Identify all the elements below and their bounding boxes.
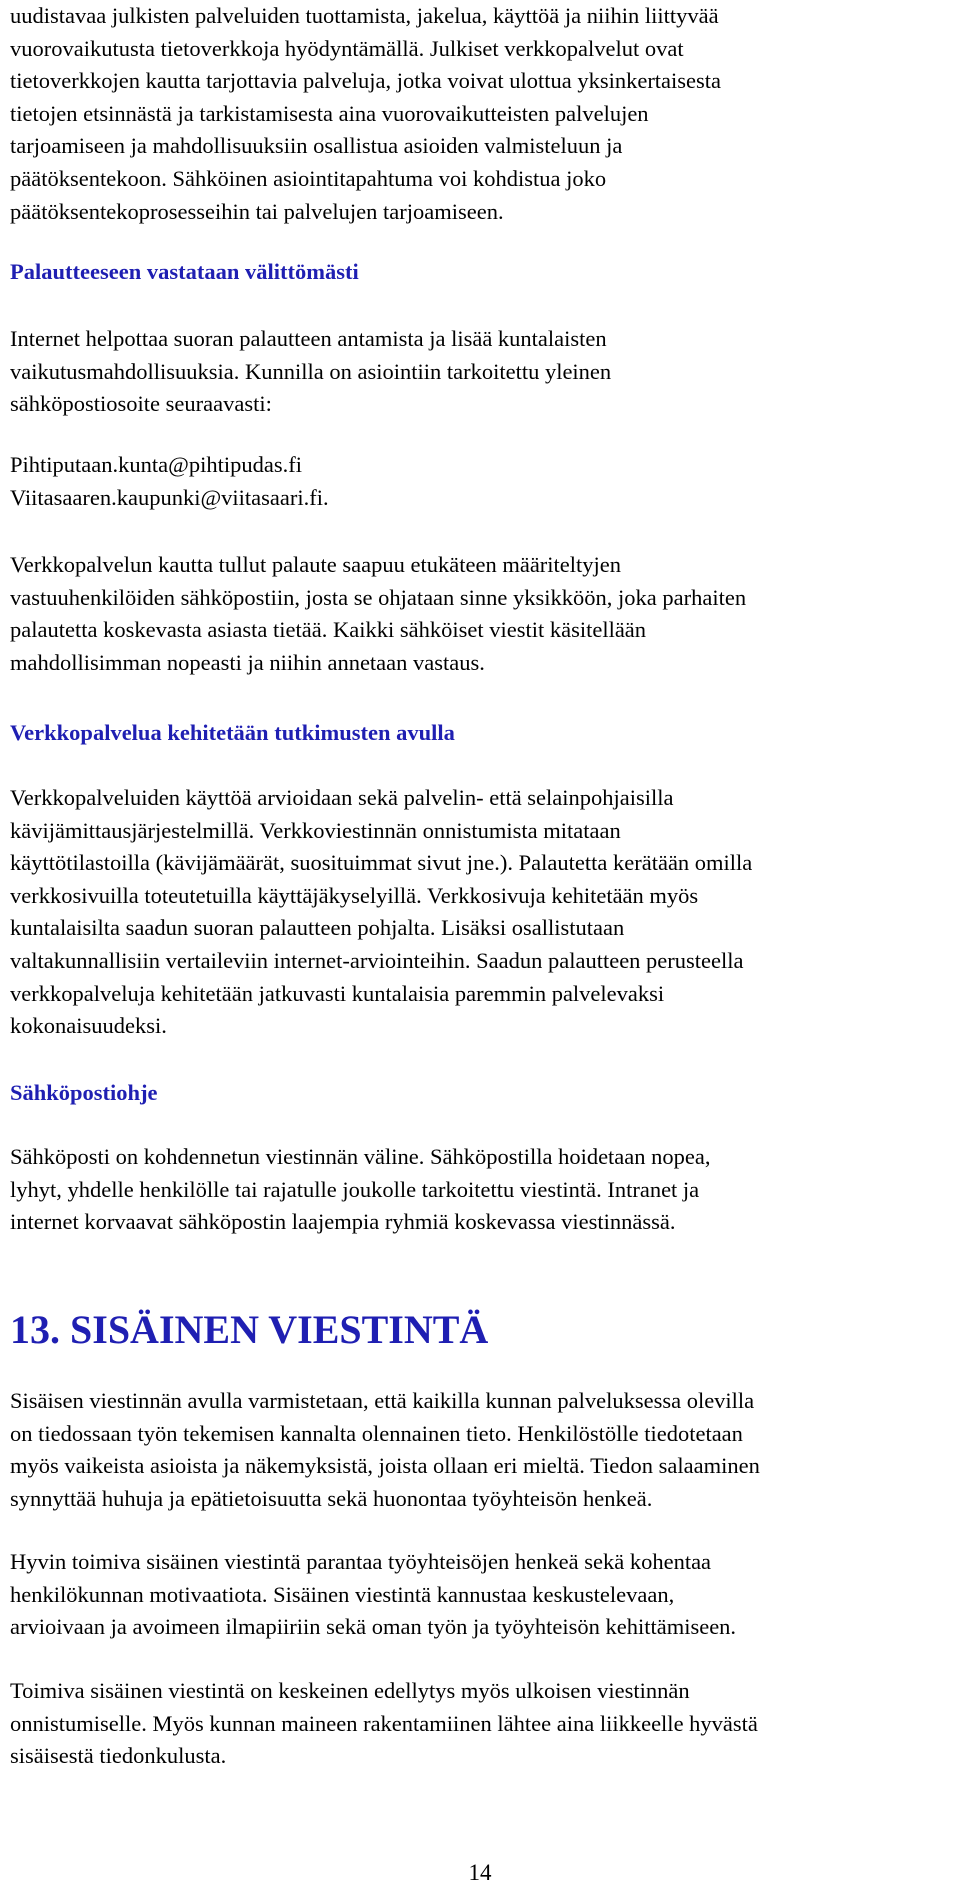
feedback-line: sähköpostiosoite seuraavasti: — [10, 391, 272, 417]
chapter-line: Sisäisen viestinnän avulla varmistetaan, että kaikilla kunnan palveluksessa olevilla — [10, 1388, 755, 1413]
research-line: verkkosivuilla toteutetuilla käyttäjäkyselyillä. Verkkosivuja kehitetään myös — [10, 882, 699, 908]
email-guide-heading: Sähköpostiohje — [10, 1080, 158, 1105]
research-paragraph — [10, 782, 752, 1043]
chapter-line: onnistumiselle. Myös kunnan maineen rakentamiinen lähtee aina liikkeelle hyvästä — [10, 1710, 758, 1736]
chapter-heading: 13. SISÄINEN VIESTINTÄ — [10, 1307, 489, 1352]
feedback-line: vastuuhenkilöiden sähköpostiin, josta se ohjataan sinne yksikköön, joka parhaiten — [10, 584, 747, 610]
email-address-pihtipudas: Pihtiputaan.kunta@pihtipudas.fi — [10, 452, 302, 477]
chapter-paragraph-3 — [10, 1675, 758, 1773]
feedback-paragraph-1 — [10, 323, 611, 421]
chapter-line: sisäisestä tiedonkulusta. — [10, 1743, 227, 1769]
feedback-line: vaikutusmahdollisuuksia. Kunnilla on asiointiin tarkoitettu yleinen — [10, 358, 612, 384]
research-line: verkkopalveluja kehitetään jatkuvasti kuntalaisia paremmin palvelevaksi — [10, 980, 665, 1006]
intro-line: tarjoamiseen ja mahdollisuuksiin osallistua asioiden valmisteluun ja — [10, 133, 623, 159]
intro-line: tietoverkkojen kautta tarjottavia palveluja, jotka voivat ulottua yksinkertaisesta — [10, 68, 722, 94]
chapter-line: Hyvin toimiva sisäinen viestintä parantaa työyhteisöjen henkeä sekä kohentaa — [10, 1549, 712, 1574]
research-line: kuntalaisilta saadun suoran palautteen pohjalta. Lisäksi osallistutaan — [10, 915, 625, 941]
research-line: Verkkopalveluiden käyttöä arvioidaan sekä palvelin- että selainpohjaisilla — [10, 785, 674, 810]
feedback-line: Internet helpottaa suoran palautteen antamista ja lisää kuntalaisten — [10, 326, 607, 351]
intro-line: tietojen etsinnästä ja tarkistamisesta aina vuorovaikutteisten palvelujen — [10, 100, 649, 126]
intro-line: päätöksentekoon. Sähköinen asiointitapahtuma voi kohdistua joko — [10, 165, 607, 191]
research-heading: Verkkopalvelua kehitetään tutkimusten avulla — [10, 720, 455, 745]
email-guide-line: internet korvaavat sähköpostin laajempia ryhmiä koskevassa viestinnässä. — [10, 1209, 676, 1235]
email-guide-line: Sähköposti on kohdennetun viestinnän väline. Sähköpostilla hoidetaan nopea, — [10, 1144, 711, 1169]
research-line: käyttötilastoilla (kävijämäärät, suosituimmat sivut jne.). Palautetta kerätään omilla — [10, 850, 753, 876]
feedback-line: mahdollisimman nopeasti ja niihin annetaan vastaus. — [10, 649, 485, 675]
feedback-line: Verkkopalvelun kautta tullut palaute saapuu etukäteen määriteltyjen — [10, 552, 622, 577]
chapter-line: synnyttää huhuja ja epätietoisuutta sekä huonontaa työyhteisön henkeä. — [10, 1485, 653, 1511]
intro-paragraph — [10, 0, 721, 228]
page-number: 14 — [468, 1860, 492, 1885]
chapter-paragraph-2 — [10, 1546, 736, 1644]
chapter-line: arvioivaan ja avoimeen ilmapiiriin sekä oman työn ja työyhteisön kehittämiseen. — [10, 1614, 737, 1640]
email-address-list — [10, 449, 329, 514]
feedback-paragraph-2 — [10, 549, 746, 679]
chapter-line: henkilökunnan motivaatiota. Sisäinen viestintä kannustaa keskustelevaan, — [10, 1581, 675, 1607]
research-line: valtakunnallisiin vertaileviin internet-arviointeihin. Saadun palautteen perusteella — [10, 947, 744, 973]
intro-line: uudistavaa julkisten palveluiden tuottamista, jakelua, käyttöä ja niihin liittyvää — [10, 3, 719, 28]
research-line: kokonaisuudeksi. — [10, 1013, 167, 1039]
intro-line: vuorovaikutusta tietoverkkoja hyödyntämällä. Julkiset verkkopalvelut ovat — [10, 35, 684, 61]
email-guide-paragraph — [10, 1141, 711, 1239]
chapter-paragraph-1 — [10, 1385, 760, 1515]
chapter-line: Toimiva sisäinen viestintä on keskeinen edellytys myös ulkoisen viestinnän — [10, 1678, 690, 1703]
chapter-line: on tiedossaan työn tekemisen kannalta olennainen tieto. Henkilöstölle tiedotetaan — [10, 1420, 743, 1446]
email-guide-line: lyhyt, yhdelle henkilölle tai rajatulle joukolle tarkoitettu viestintä. Intranet ja — [10, 1176, 700, 1202]
chapter-line: myös vaikeista asioista ja näkemyksistä, joista ollaan eri mieltä. Tiedon salaaminen — [10, 1453, 760, 1479]
email-address-viitasaari: Viitasaaren.kaupunki@viitasaari.fi. — [10, 484, 329, 510]
feedback-line: palautetta koskevasta asiasta tietää. Kaikki sähköiset viestit käsitellään — [10, 617, 647, 643]
intro-line: päätöksentekoprosesseihin tai palvelujen tarjoamiseen. — [10, 198, 504, 224]
research-line: kävijämittausjärjestelmillä. Verkkoviestinnän onnistumista mitataan — [10, 817, 621, 843]
feedback-heading: Palautteeseen vastataan välittömästi — [10, 259, 359, 284]
